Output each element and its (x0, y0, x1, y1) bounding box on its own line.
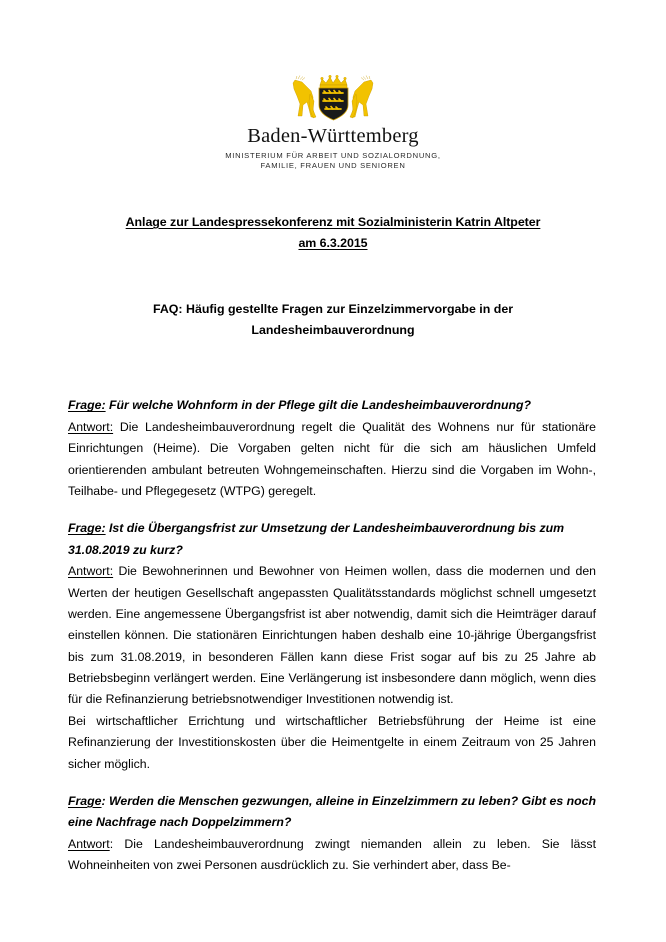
faq-question-text: Für welche Wohnform in der Pflege gilt die Landesheimbauverordnung? (109, 398, 532, 413)
letterhead (0, 0, 666, 172)
faq-answer-paragraph (68, 561, 596, 711)
faq-question (68, 395, 596, 416)
document-title (68, 212, 598, 255)
faq-answer-text: Die Landesheimbauverordnung zwingt niemanden allein zu leben. Sie lässt Wohneinheiten von zwei Personen ausdrücklich zu. Sie verhindert aber, dass Be- (68, 836, 596, 873)
faq-question-text: Werden die Menschen gezwungen, alleine in Einzelzimmern zu leben? Gibt es noch eine Nachfrage nach Doppelzimmern? (68, 794, 596, 830)
faq-answer-label-colon: : (109, 836, 114, 851)
faq-body (0, 395, 666, 876)
faq-answer (68, 834, 596, 877)
subtitle-block (0, 299, 666, 342)
faq-answer (68, 417, 596, 503)
faq-answer-text: Die Bewohnerinnen und Bewohner von Heimen wollen, dass die modernen und den Werten der heutigen Gesellschaft angepassten Qualitätsstandards möglichst schnell umgesetzt werden. Eine angemessene Übergangsfrist ist aber notwendig, damit sich die Heimträger darauf einstellen können. Die stationären Einrichtungen haben deshalb eine 10-jährige Übergangsfrist bis zum 31.08.2019, in besonderen Fällen kann diese Frist sogar auf bis zu 25 Jahre ab Betriebsbeginn verlängert werden. Eine Verlängerung ist insbesondere dann möglich, wenn dies für die Refinanzierung betriebsnotwendiger Investitionen notwendig ist. (68, 564, 596, 707)
faq-answer (68, 561, 596, 775)
faq-question-label: Frage: (68, 521, 106, 536)
title-block (0, 212, 666, 255)
faq-question-label: Frage (68, 794, 102, 809)
faq-answer-label: Antwort: (68, 419, 114, 434)
faq-answer-text: Die Landesheimbauverordnung regelt die Qualität des Wohnens nur für stationäre Einrichtungen (Heime). Die Vorgaben gelten nicht für die sich am häuslichen Umfeld orientierenden ambulant betreuten Wohngemeinschaften. Hierzu sind die Vorgaben im Wohn-, Teilhabe- und Pflegegesetz (WTPG) geregelt. (68, 419, 596, 498)
faq-item (68, 395, 596, 502)
faq-answer-label: Antwort (68, 836, 110, 851)
faq-item (68, 791, 596, 877)
ministry-line-2: FAMILIE, FRAUEN UND SENIOREN (260, 161, 406, 171)
document-subtitle-line-2: Landesheimbauverordnung (251, 323, 415, 338)
faq-answer-paragraph: Bei wirtschaftlicher Errichtung und wirtschaftlicher Betriebsführung der Heime ist eine Refinanzierung der Investitionskosten über die Heimentgelte in einem Zeitraum von 25 Jahren sicher möglich. (68, 713, 596, 771)
faq-answer-paragraph (68, 834, 596, 877)
document-title-line-2: am 6.3.2015 (298, 236, 368, 251)
document-title-line-1: Anlage zur Landespressekonferenz mit Sozialministerin Katrin Altpeter (125, 215, 541, 230)
faq-answer-label: Antwort: (68, 564, 114, 579)
faq-answer-paragraph (68, 417, 596, 503)
faq-question-text: Ist die Übergangsfrist zur Umsetzung der Landesheimbauverordnung bis zum 31.08.2019 zu kurz? (68, 521, 565, 557)
state-name: Baden-Württemberg (247, 125, 419, 147)
faq-item (68, 518, 596, 775)
faq-question (68, 518, 596, 561)
document-subtitle (72, 299, 594, 342)
ministry-line-1: MINISTERIUM FÜR ARBEIT UND SOZIALORDNUNG, (225, 150, 441, 160)
crown-icon (320, 75, 347, 88)
faq-question-label: Frage: (68, 398, 106, 413)
faq-question-label-colon: : (101, 794, 106, 809)
document-subtitle-line-1: FAQ: Häufig gestellte Fragen zur Einzelzimmervorgabe in der (152, 301, 514, 316)
baden-wuerttemberg-coat-of-arms-icon (287, 74, 379, 122)
faq-question (68, 791, 596, 834)
